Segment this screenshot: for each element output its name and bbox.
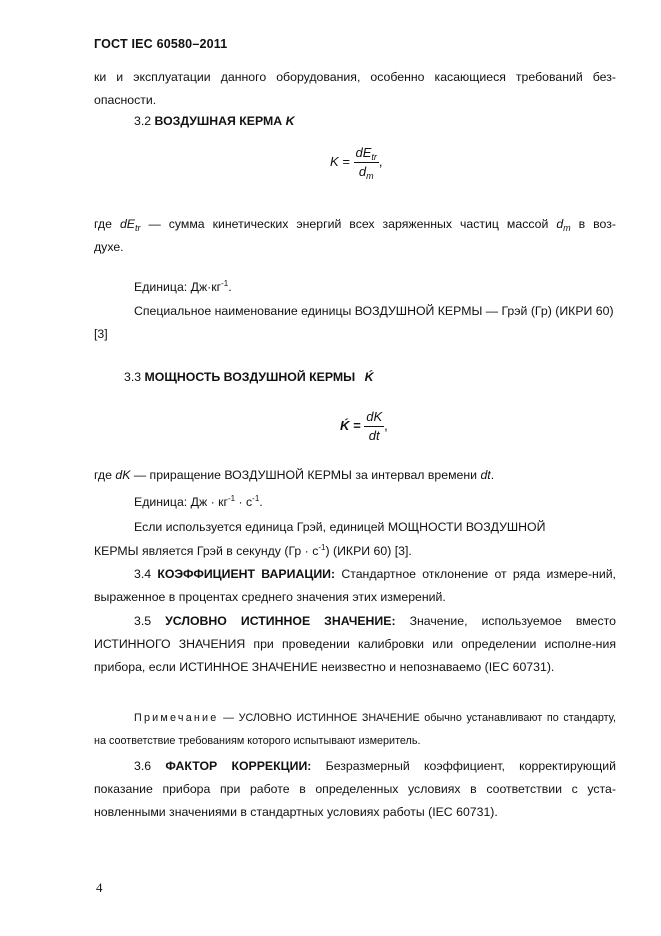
- intro-text: ки и эксплуатации данного оборудования, особенно касающиеся требований без-опасности.: [94, 70, 616, 107]
- section-text: Безразмерный коэффициент, корректирующий показание прибора при работе в определенных условиях в соответствии с уста-новленными значениями в стандартных условиях работы (IEC 60731).: [94, 759, 616, 819]
- intro-paragraph: [94, 66, 616, 112]
- section-3-3-where: где dK — приращение ВОЗДУШНОЙ КЕРМЫ за интервал времени dt.: [94, 468, 495, 482]
- section-3-3-gray-line2: КЕРМЫ является Грэй в секунду $(Гр \cdot с^{-1})$ (ИКРИ 60) [3].: [94, 543, 412, 558]
- formula-tail: ,: [384, 417, 388, 433]
- section-3-6: [94, 755, 616, 824]
- formula-tail: ,: [378, 153, 383, 169]
- section-3-2-where: где $dE_{tr}$ — сумма кинетических энергий всех заряженных частиц массой $d_m$ в воз-: [94, 217, 616, 233]
- formula-denominator: $d_m$: [358, 164, 374, 181]
- formula-air-kerma-rate: [340, 408, 388, 445]
- note-text: — УСЛОВНО ИСТИННОЕ ЗНАЧЕНИЕ обычно устанавливают по стандарту, на соответствие требованиям которого испытывают измеритель.: [94, 712, 616, 747]
- section-3-3-heading: [94, 366, 616, 389]
- section-3-2-unit: Единица: $Дж\cdot кг^{-1}$.: [134, 279, 232, 294]
- page-number: 4: [96, 880, 103, 895]
- section-3-4: [94, 563, 616, 609]
- note-paragraph: [94, 707, 616, 753]
- formula-air-kerma: [330, 144, 383, 181]
- section-number: 3.4: [134, 567, 152, 581]
- section-3-5: [94, 610, 616, 679]
- formula-numerator: $dE_{tr}$: [355, 145, 377, 162]
- section-number: 3.5: [134, 614, 152, 628]
- section-symbol: K: [285, 114, 295, 128]
- section-3-3-gray-line1: Если используется единица Грэй, единицей МОЩНОСТИ ВОЗДУШНОЙ: [134, 520, 546, 534]
- section-text: Стандартное отклонение от ряда измере-ний, выраженное в процентах среднего значения этих измерений.: [94, 567, 616, 604]
- var-dm: $d_m$: [556, 217, 571, 233]
- note-label: Примечание: [134, 712, 219, 724]
- section-3-3-unit: Единица: Дж · $кг^{-1} \cdot с^{-1}$.: [134, 494, 263, 509]
- formula-fraction: [364, 408, 384, 445]
- formula-denominator: dt: [368, 428, 380, 443]
- section-text: Значение, используемое вместо ИСТИННОГО ЗНАЧЕНИЯ при проведении калибровки или определении исполне-ния прибора, если ИСТИННОЕ ЗНАЧЕНИЕ неизвестно и непознаваемо (IEC 60731).: [94, 614, 616, 674]
- formula-lhs: K =: [330, 153, 350, 169]
- section-title: УСЛОВНО ИСТИННОЕ ЗНАЧЕНИЕ:: [165, 614, 396, 628]
- formula-lhs: Ḱ =: [340, 417, 361, 433]
- section-3-2-heading: [94, 110, 616, 133]
- document-header: ГОСТ IEC 60580–2011: [94, 37, 228, 51]
- formula-fraction: [354, 144, 379, 181]
- section-number: 3.6: [134, 759, 152, 773]
- section-title: МОЩНОСТЬ ВОЗДУШНОЙ КЕРМЫ: [144, 370, 356, 384]
- section-title: ВОЗДУШНАЯ КЕРМА: [154, 114, 283, 128]
- section-3-2-where-cont: духе.: [94, 240, 124, 254]
- formula-numerator: dK: [364, 408, 384, 427]
- section-number: 3.3: [124, 370, 142, 384]
- var-dEtr: $dE_{tr}$: [119, 217, 141, 233]
- section-symbol: Ḱ: [364, 370, 374, 384]
- section-number: 3.2: [134, 114, 152, 128]
- section-title: КОЭФФИЦИЕНТ ВАРИАЦИИ:: [157, 567, 336, 581]
- section-3-2-special-name: Специальное наименование единицы ВОЗДУШНОЙ КЕРМЫ — Грэй (Гр) (ИКРИ 60) [3]: [94, 304, 614, 341]
- section-title: ФАКТОР КОРРЕКЦИИ:: [165, 759, 312, 773]
